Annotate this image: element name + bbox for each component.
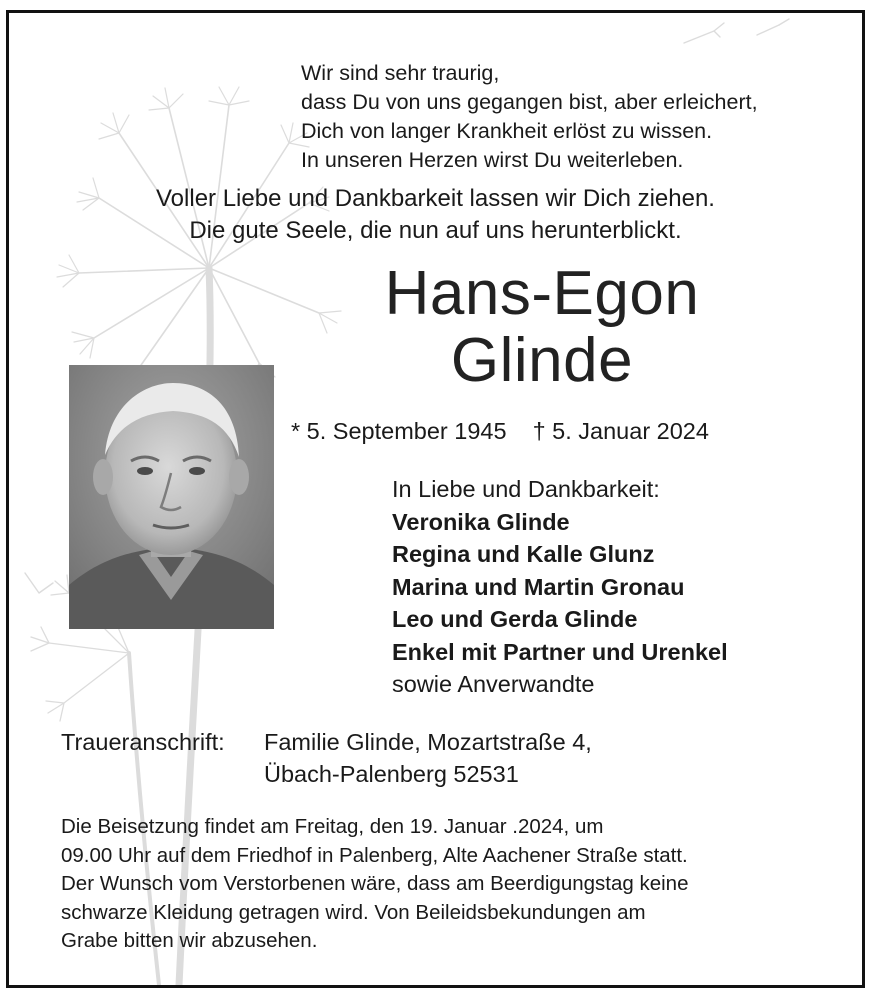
mourner-name: Regina und Kalle Glunz — [392, 541, 655, 567]
portrait-photo — [69, 365, 274, 629]
funeral-line: Die Beisetzung findet am Freitag, den 19. Januar .2024, um — [61, 815, 604, 838]
mourner-name: Enkel mit Partner und Urenkel — [392, 638, 728, 665]
poem-line: Wir sind sehr traurig, — [301, 61, 500, 85]
mourners-outro: sowie Anverwandte — [392, 671, 595, 697]
mourner-name: Veronika Glinde — [392, 508, 570, 535]
funeral-line: schwarze Kleidung getragen wird. Von Beileidsbekundungen am — [61, 900, 646, 924]
address-line: Familie Glinde, Mozartstraße 4, — [264, 729, 592, 755]
address-label: Traueranschrift: — [61, 729, 225, 755]
mourners-intro: In Liebe und Dankbarkeit: — [392, 476, 660, 502]
mourning-address — [61, 726, 592, 790]
funeral-line: 09.00 Uhr auf dem Friedhof in Palenberg, Alte Aachener Straße statt. — [61, 843, 688, 867]
poem-line: In unseren Herzen wirst Du weiterleben. — [301, 148, 684, 172]
poem — [301, 59, 758, 175]
farewell-line: Voller Liebe und Dankbarkeit lassen wir Dich ziehen. — [156, 185, 715, 212]
birth-date: * 5. September 1945 — [291, 418, 507, 444]
farewell-text — [39, 183, 832, 247]
mourner-name: Leo und Gerda Glinde — [392, 606, 638, 632]
poem-line: Dich von langer Krankheit erlöst zu wissen. — [301, 119, 713, 143]
funeral-line: Grabe bitten wir abzusehen. — [61, 929, 318, 952]
death-date: † 5. Januar 2024 — [532, 418, 709, 444]
last-name: Glinde — [450, 326, 634, 395]
funeral-line: Der Wunsch vom Verstorbenen wäre, dass am Beerdigungstag keine — [61, 872, 689, 895]
first-name: Hans-Egon — [384, 259, 700, 328]
poem-line: dass Du von uns gegangen bist, aber erleichert, — [301, 90, 758, 114]
mourners-list — [392, 473, 728, 701]
funeral-notice — [61, 813, 688, 956]
life-dates — [291, 416, 709, 446]
farewell-line: Die gute Seele, die nun auf uns herunterblickt. — [189, 217, 682, 244]
obituary-card — [6, 10, 865, 988]
deceased-name — [292, 260, 792, 394]
mourner-name: Marina und Martin Gronau — [392, 573, 685, 600]
address-line: Übach-Palenberg 52531 — [264, 761, 519, 787]
